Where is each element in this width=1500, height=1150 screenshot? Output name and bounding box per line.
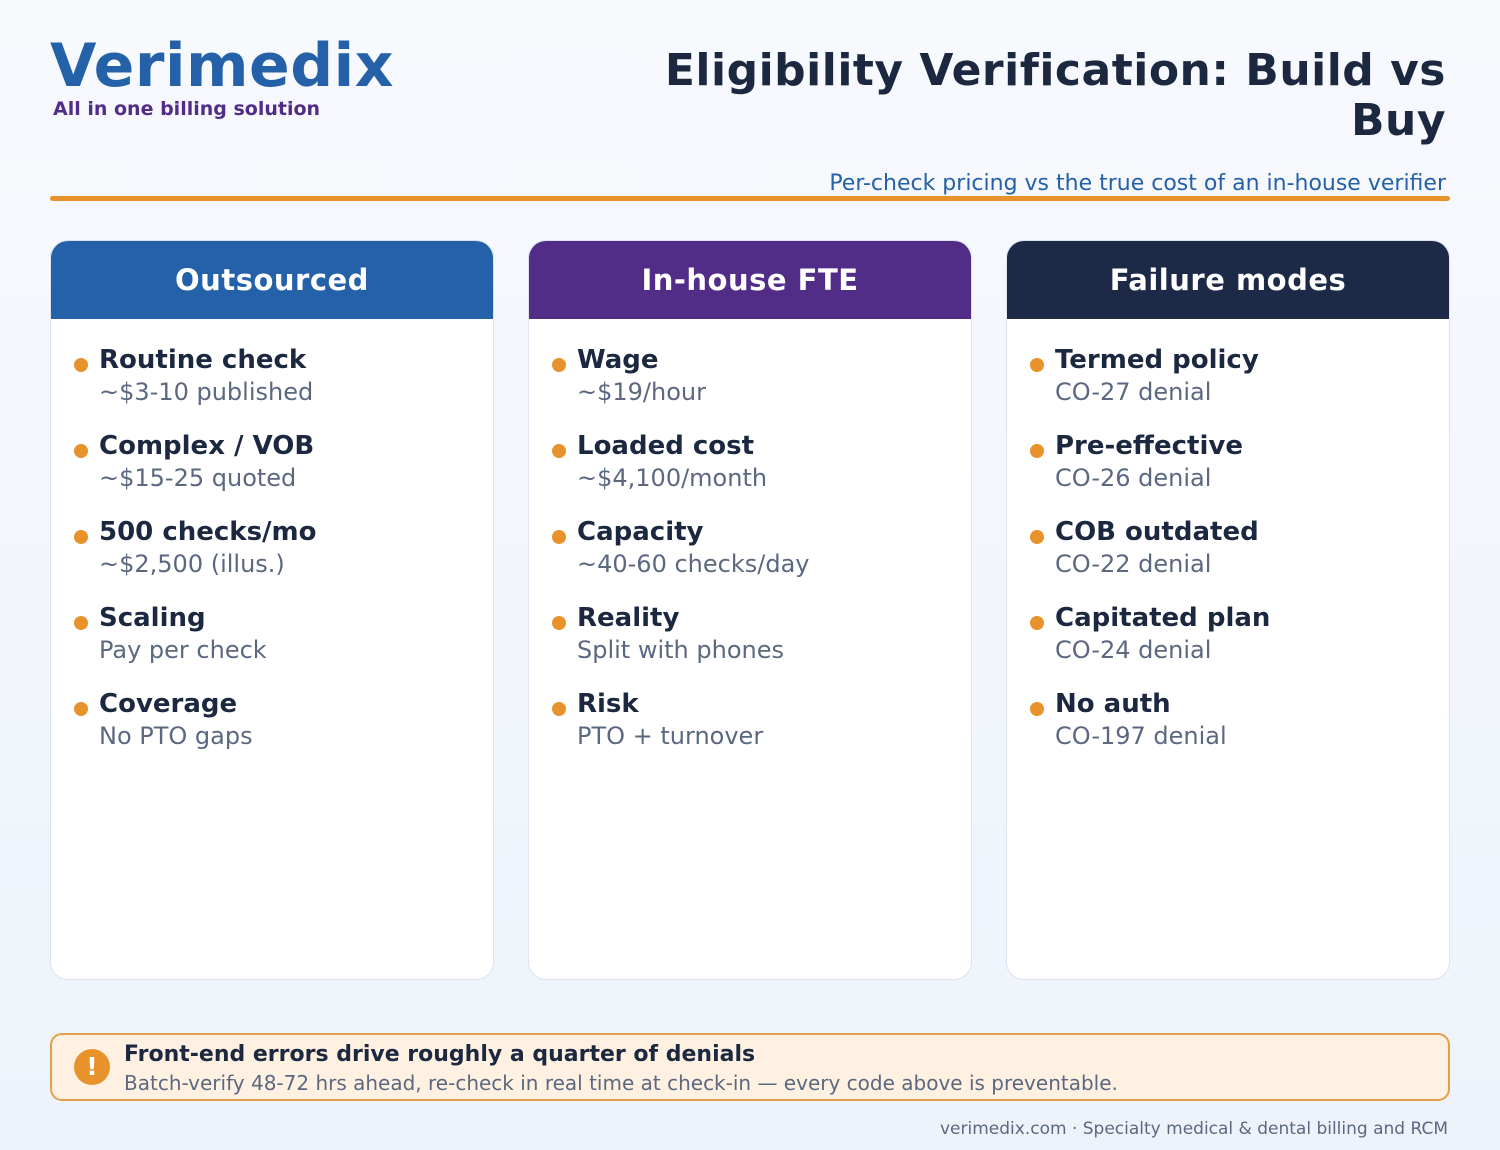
denials-callout xyxy=(50,1033,1450,1101)
item-label: No auth xyxy=(1055,689,1171,719)
item-label: Capacity xyxy=(577,517,704,547)
item-detail: PTO + turnover xyxy=(577,722,764,750)
item-detail: ~$4,100/month xyxy=(577,464,768,492)
item-detail: CO-27 denial xyxy=(1055,378,1212,406)
item-detail: Pay per check xyxy=(99,636,267,664)
item-detail: CO-26 denial xyxy=(1055,464,1212,492)
callout-title: Front-end errors drive roughly a quarter of denials xyxy=(124,1042,756,1067)
list-item xyxy=(1007,689,1449,775)
list-item xyxy=(1007,603,1449,689)
list-item xyxy=(51,517,493,603)
item-label: Wage xyxy=(577,345,659,375)
item-detail: ~$19/hour xyxy=(577,378,706,406)
bullet-dot-icon xyxy=(552,702,566,716)
item-label: 500 checks/mo xyxy=(99,517,317,547)
card-outsourced xyxy=(50,240,494,980)
item-detail: No PTO gaps xyxy=(99,722,253,750)
list-item xyxy=(51,603,493,689)
card-header: In-house FTE xyxy=(529,241,971,319)
bullet-dot-icon xyxy=(1030,702,1044,716)
page-title: Eligibility Verification: Build vs Buy xyxy=(664,45,1446,146)
bullet-dot-icon xyxy=(552,358,566,372)
item-label: Coverage xyxy=(99,689,238,719)
header-divider xyxy=(50,196,1450,201)
bullet-dot-icon xyxy=(74,444,88,458)
item-detail: Split with phones xyxy=(577,636,784,664)
bullet-dot-icon xyxy=(552,444,566,458)
item-detail: CO-197 denial xyxy=(1055,722,1227,750)
bullet-dot-icon xyxy=(1030,616,1044,630)
brand-name: Verimedix xyxy=(50,31,394,101)
list-item xyxy=(529,345,971,431)
footer-text: verimedix.com · Specialty medical & dental billing and RCM xyxy=(940,1119,1448,1139)
bullet-dot-icon xyxy=(1030,530,1044,544)
bullet-dot-icon xyxy=(552,616,566,630)
card-list xyxy=(1007,319,1449,775)
item-label: Loaded cost xyxy=(577,431,755,461)
brand-tagline: All in one billing solution xyxy=(53,98,321,120)
card-list xyxy=(529,319,971,775)
brand-logo xyxy=(50,28,394,120)
item-label: Termed policy xyxy=(1055,345,1259,375)
title-block xyxy=(626,46,1446,146)
card-in-house-fte xyxy=(528,240,972,980)
item-label: Scaling xyxy=(99,603,206,633)
item-detail: ~$15-25 quoted xyxy=(99,464,297,492)
page-subtitle: Per-check pricing vs the true cost of an in-house verifier xyxy=(829,171,1446,196)
bullet-dot-icon xyxy=(1030,444,1044,458)
item-label: COB outdated xyxy=(1055,517,1259,547)
item-label: Capitated plan xyxy=(1055,603,1271,633)
card-header: Outsourced xyxy=(51,241,493,319)
bullet-dot-icon xyxy=(74,616,88,630)
item-label: Risk xyxy=(577,689,639,719)
list-item xyxy=(529,603,971,689)
bullet-dot-icon xyxy=(552,530,566,544)
item-label: Pre-effective xyxy=(1055,431,1243,461)
list-item xyxy=(51,345,493,431)
exclamation-icon: ! xyxy=(74,1049,110,1085)
item-detail: CO-22 denial xyxy=(1055,550,1212,578)
item-label: Reality xyxy=(577,603,680,633)
list-item xyxy=(529,431,971,517)
card-failure-modes xyxy=(1006,240,1450,980)
item-detail: CO-24 denial xyxy=(1055,636,1212,664)
item-detail: ~40-60 checks/day xyxy=(577,550,810,578)
item-label: Routine check xyxy=(99,345,307,375)
bullet-dot-icon xyxy=(74,530,88,544)
list-item xyxy=(1007,431,1449,517)
list-item xyxy=(529,689,971,775)
list-item xyxy=(1007,517,1449,603)
list-item xyxy=(529,517,971,603)
bullet-dot-icon xyxy=(1030,358,1044,372)
card-list xyxy=(51,319,493,775)
list-item xyxy=(51,431,493,517)
item-label: Complex / VOB xyxy=(99,431,315,461)
card-header: Failure modes xyxy=(1007,241,1449,319)
item-detail: ~$3-10 published xyxy=(99,378,314,406)
list-item xyxy=(51,689,493,775)
comparison-columns xyxy=(50,240,1450,980)
item-detail: ~$2,500 (illus.) xyxy=(99,550,285,578)
bullet-dot-icon xyxy=(74,358,88,372)
bullet-dot-icon xyxy=(74,702,88,716)
list-item xyxy=(1007,345,1449,431)
callout-body: Batch-verify 48-72 hrs ahead, re-check in real time at check-in — every code above is preventable. xyxy=(124,1071,1118,1095)
